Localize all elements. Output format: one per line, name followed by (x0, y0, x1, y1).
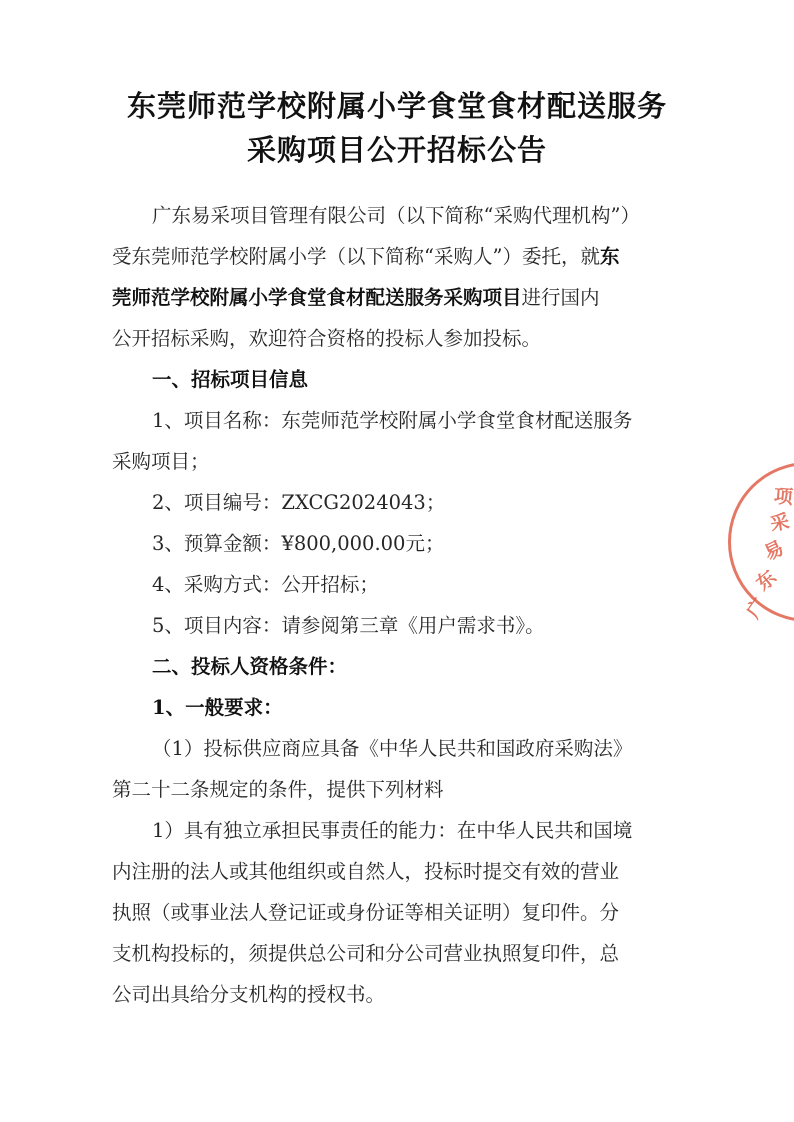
stamp-char-5: 项 (772, 485, 794, 509)
req-1a-line-1: 1）具有独立承担民事责任的能力：在中华人民共和国境 (152, 819, 633, 842)
req-1a-line-2: 内注册的法人或其他组织或自然人，投标时提交有效的营业 (112, 860, 620, 883)
title-line-1: 东莞师范学校附属小学食堂食材配送服务 (126, 89, 667, 123)
intro-line-3-text: 进行国内 (521, 286, 600, 309)
intro-line-2-text: 受东莞师范学校附属小学（以下简称“采购人”）委托，就 (112, 245, 600, 268)
item-4: 4、采购方式：公开招标； (152, 573, 379, 596)
intro-line-2 (112, 245, 619, 269)
stamp-char-3: 易 (760, 536, 788, 565)
item-5: 5、项目内容：请参阅第三章《用户需求书》。 (152, 614, 545, 637)
req-1a-line-3: 执照（或事业法人登记证或身份证等相关证明）复印件。分 (112, 901, 620, 924)
item-2: 2、项目编号：ZXCG2024043； (152, 491, 446, 514)
section-2-heading: 二、投标人资格条件： (152, 655, 348, 678)
intro-line-2-bold: 东 (599, 245, 620, 268)
req-1a-line-5: 公司出具给分支机构的授权书。 (112, 983, 386, 1006)
intro-line-4: 公开招标采购，欢迎符合资格的投标人参加投标。 (112, 327, 542, 350)
stamp-char-2: 东 (752, 566, 781, 596)
item-1-line-2: 采购项目； (112, 450, 210, 473)
req-1a-line-4: 支机构投标的，须提供总公司和分公司营业执照复印件，总 (112, 942, 620, 965)
req-1-line-2: 第二十二条规定的条件，提供下列材料 (112, 778, 444, 801)
item-1-line-1: 1、项目名称：东莞师范学校附属小学食堂食材配送服务 (152, 409, 633, 432)
intro-line-1: 广东易采项目管理有限公司（以下简称“采购代理机构”） (152, 204, 640, 227)
general-requirements-heading: 1、一般要求： (152, 696, 283, 719)
project-name-bold: 莞师范学校附属小学食堂食材配送服务采购项目 (112, 286, 522, 309)
stamp-char-1: 广 (742, 594, 772, 623)
stamp-char-4: 采 (768, 510, 792, 536)
item-3: 3、预算金额：¥800,000.00元； (152, 532, 445, 555)
intro-line-3 (112, 286, 600, 310)
section-1-heading: 一、招标项目信息 (152, 368, 309, 391)
req-1-line-1: （1）投标供应商应具备《中华人民共和国政府采购法》 (152, 737, 633, 760)
title-line-2: 采购项目公开招标公告 (246, 133, 547, 167)
